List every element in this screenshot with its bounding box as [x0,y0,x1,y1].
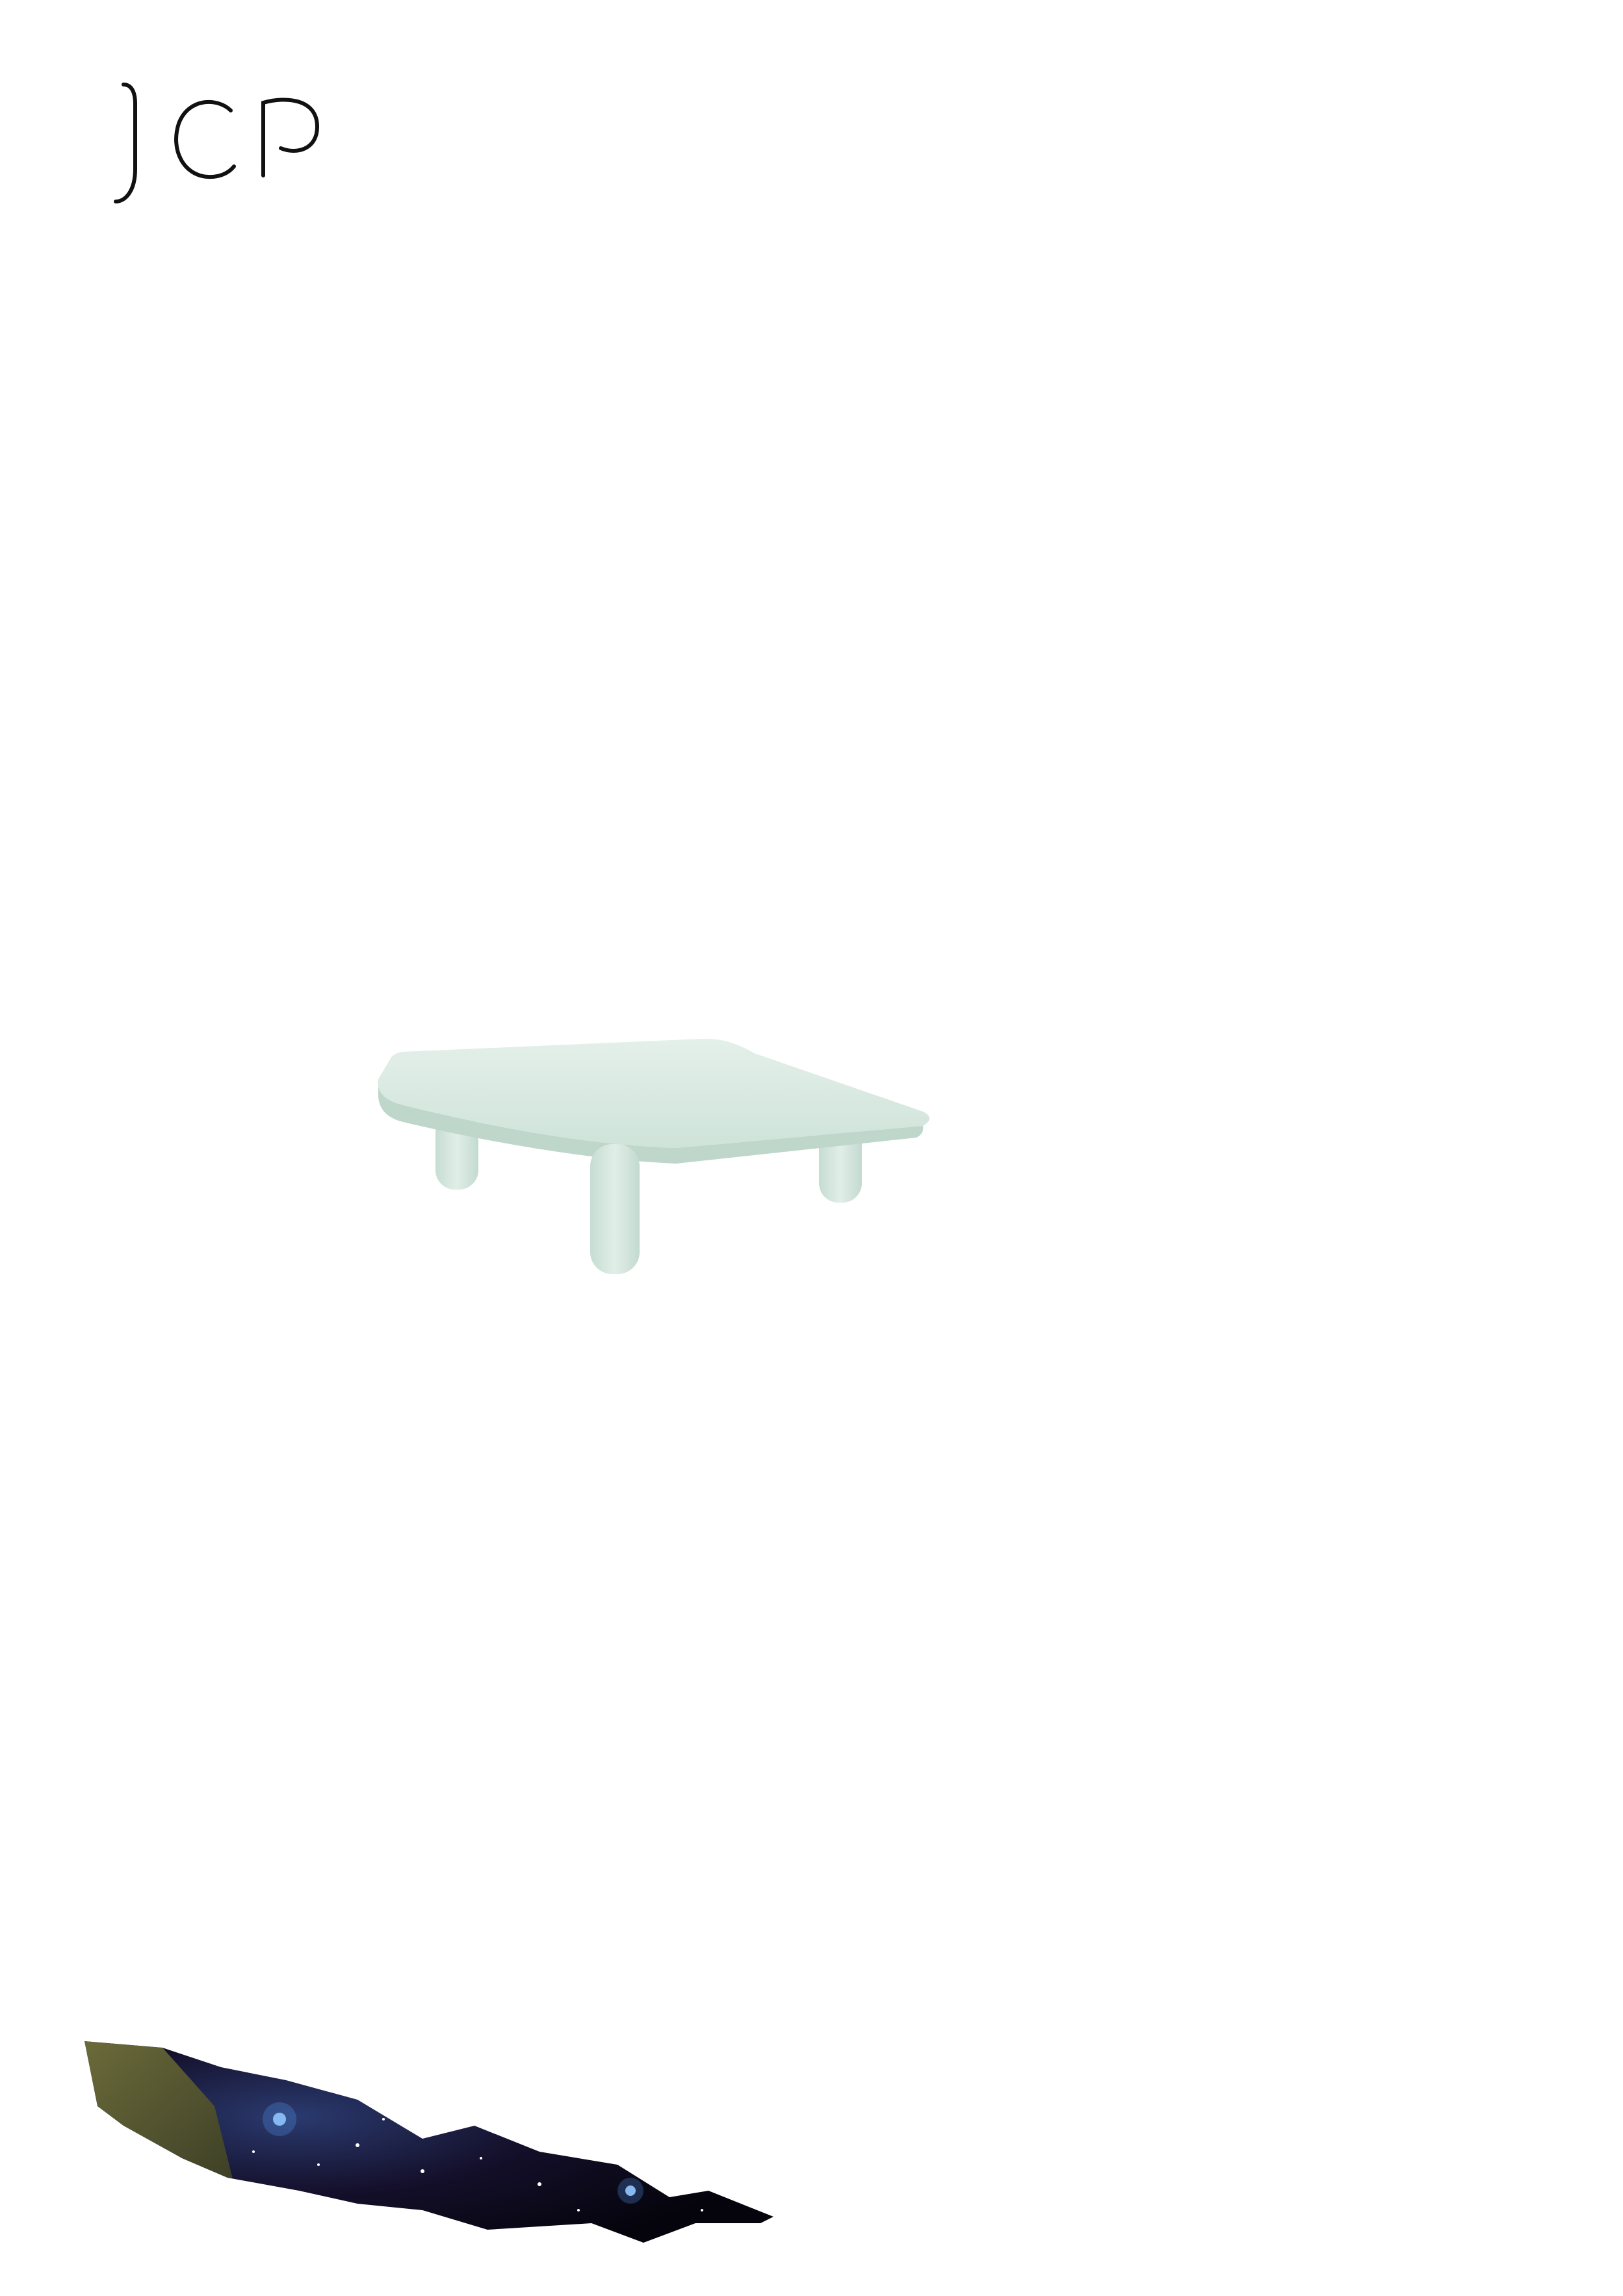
nebula-shard-image [84,2028,786,2249]
diagonal-marks-pattern [1105,78,1560,533]
product-heading [333,455,344,521]
product-image [364,1014,949,1287]
jcp-logo-icon [110,78,331,208]
product-description [333,1379,1509,1413]
